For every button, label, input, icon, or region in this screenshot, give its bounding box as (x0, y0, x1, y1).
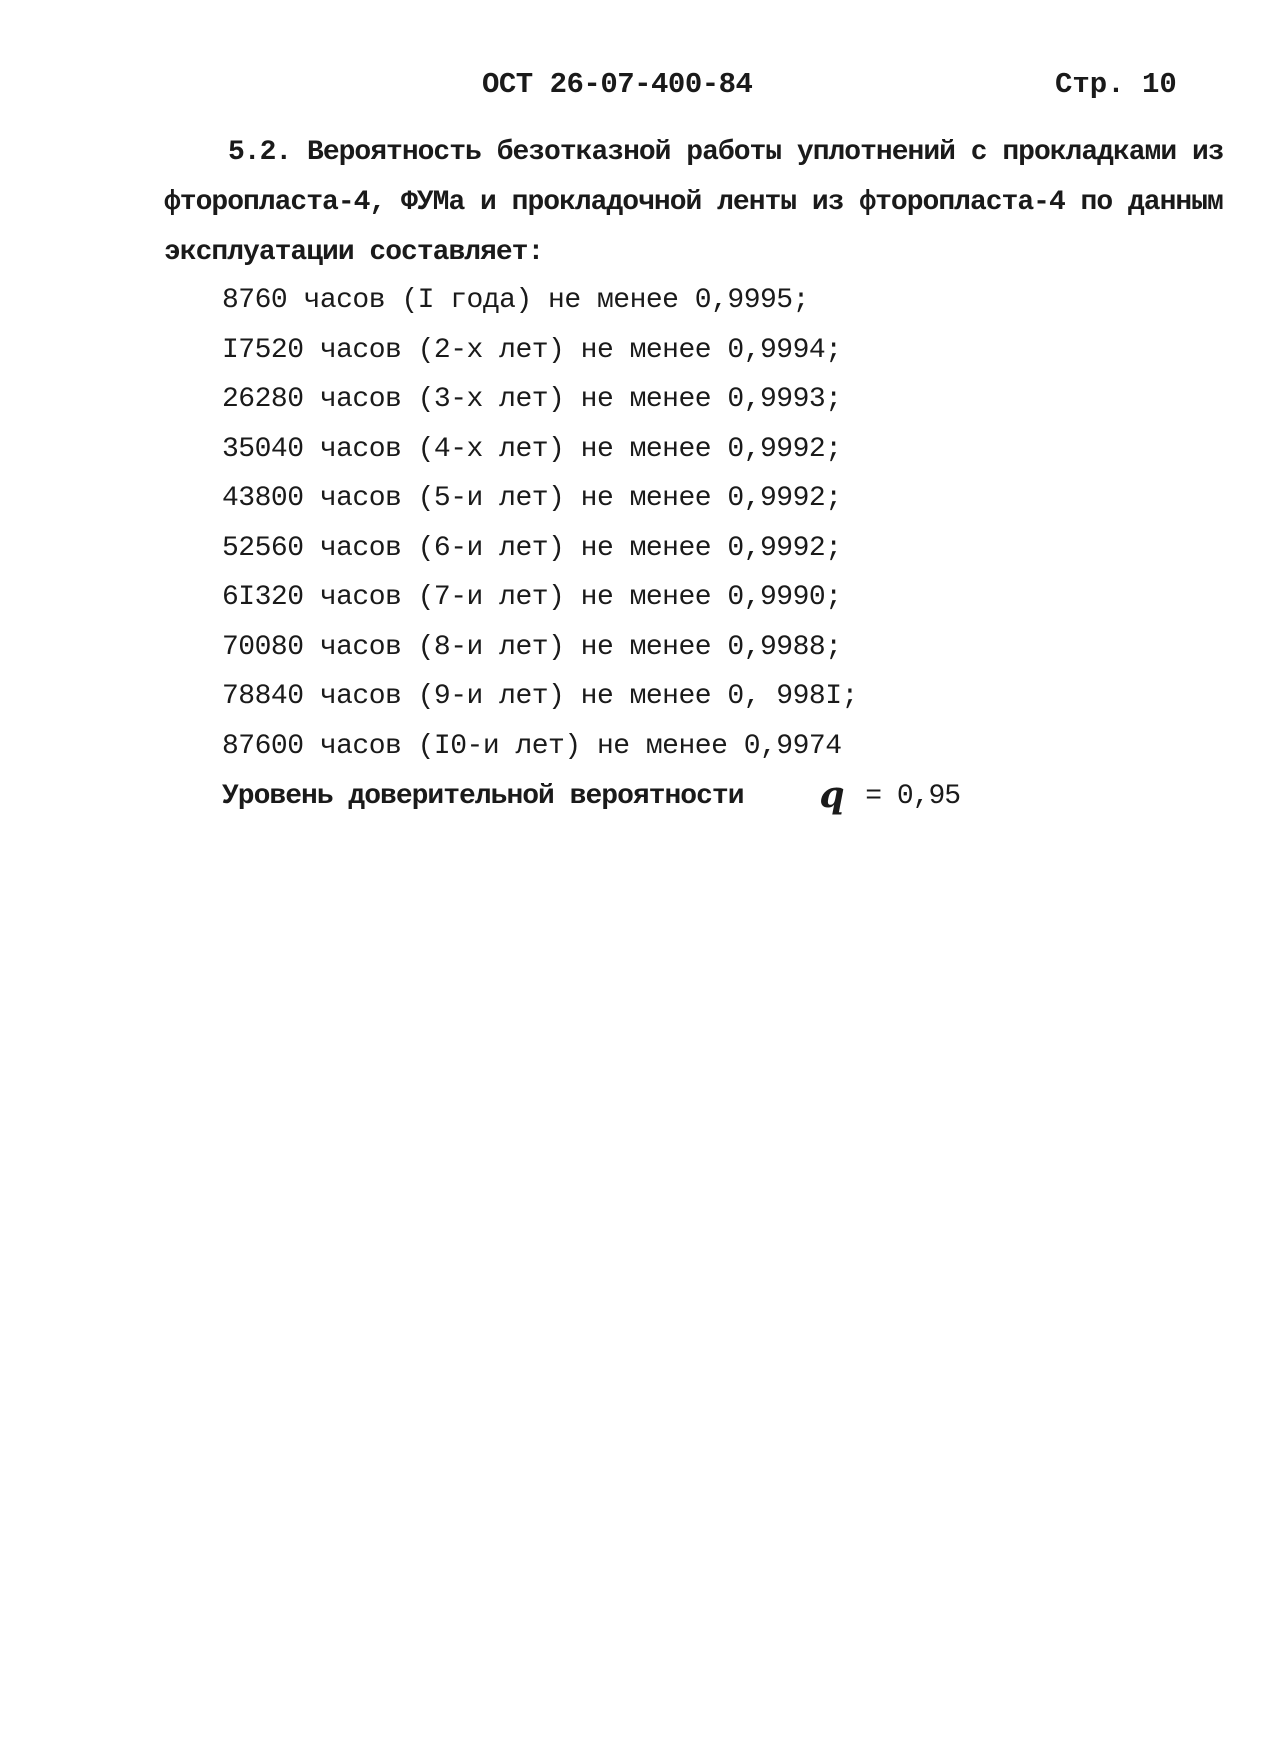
confidence-label: Уровень доверительной вероятности (222, 781, 744, 812)
paragraph-line: эксплуатации составляет: (164, 237, 544, 268)
list-item: 26280 часов (3-х лет) не менее 0,9993; (222, 384, 842, 415)
reliability-list (222, 276, 858, 771)
list-item: I7520 часов (2-х лет) не менее 0,9994; (222, 334, 842, 366)
paragraph-line: 5.2. Вероятность безотказной работы уплотнений с прокладками из (228, 137, 1224, 168)
document-code: ОСТ 26-07-400-84 (482, 68, 753, 101)
confidence-value: = 0,95 (865, 781, 961, 812)
list-item: 70080 часов (8-и лет) не менее 0,9988; (222, 631, 842, 663)
confidence-symbol: q (819, 774, 844, 816)
list-item: 6I320 часов (7-и лет) не менее 0,9990; (222, 582, 842, 613)
list-item: 87600 часов (I0-и лет) не менее 0,9974 (222, 730, 842, 762)
section-paragraph (164, 128, 1224, 278)
list-item: 43800 часов (5-и лет) не менее 0,9992; (222, 483, 842, 514)
list-item: 35040 часов (4-х лет) не менее 0,9992; (222, 433, 842, 465)
list-item: 8760 часов (I года) не менее 0,9995; (222, 285, 809, 316)
list-item: 78840 часов (9-и лет) не менее 0, 998I; (222, 681, 858, 712)
confidence-level (222, 774, 960, 816)
page-number: Стр. 10 (1055, 68, 1177, 101)
paragraph-line: фторопласта-4, ФУМа и прокладочной ленты из фторопласта-4 по данным (164, 187, 1223, 218)
list-item: 52560 часов (6-и лет) не менее 0,9992; (222, 532, 842, 564)
